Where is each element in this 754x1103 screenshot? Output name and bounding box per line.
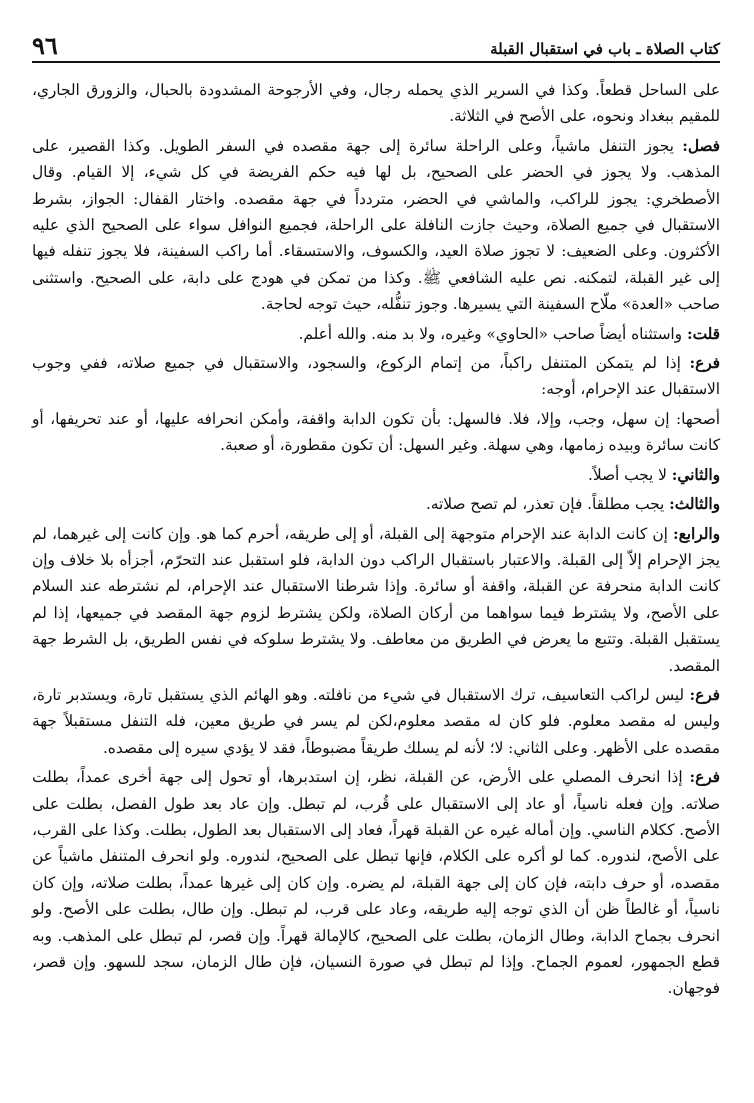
paragraph-third-view	[32, 491, 720, 517]
paragraph-second-view	[32, 462, 720, 488]
paragraph-label: فرع:	[689, 685, 720, 704]
paragraph-far-1	[32, 350, 720, 403]
paragraph-text: إن كانت الدابة عند الإحرام متوجهة إلى القبلة، أو إلى طريقه، أحرم كما هو. وإن كانت إلى غيرهما، لم يجز الإحرام إلاّ إلى القبلة. والاعتبار باستقبال الراكب دون الدابة، فلو استقبل عند التحرّم، أجزأه بلا خلاف وإن كانت الدابة منحرفة عن القبلة، واقفة أو سائرة. وإذا شرطنا الاستقبال عند الإحرام، لم نشترطه عند السلام على الأصح، ولا يشترط فيما سواهما من أركان الصلاة، ولكن يشترط لزوم جهة المقصد في جميعها، إذا لم يستقبل القبلة. وتتبع ما يعرض في الطريق من معاطف. ولا يشترط سلوكه في نفس الطريق، بل الشرط جهة المقصد.	[32, 524, 720, 675]
paragraph-fasl	[32, 133, 720, 318]
paragraph-qultu	[32, 321, 720, 347]
paragraph-label: والرابع:	[672, 524, 720, 543]
paragraph-far-2	[32, 682, 720, 761]
paragraph-label: والثاني:	[671, 465, 720, 484]
running-title: كتاب الصلاة ـ باب في استقبال القبلة	[490, 40, 720, 58]
paragraph-continuation	[32, 77, 720, 130]
paragraph-label: والثالث:	[669, 495, 720, 514]
paragraph-text: إذا انحرف المصلي على الأرض، عن القبلة، نظر، إن استدبرها، أو تحول إلى جهة أخرى عمداً، بطلت صلاته. وإن فعله ناسياً، أو عاد إلى الاستقبال على قُرب، لم تبطل. وإن عاد بعد طول الفصل، بطلت على الأصح. ككلام الناسي. وإن أماله غيره عن القبلة قهراً، فعاد إلى الاستقبال بعد الطول، بطلت. وكذا على القرب، على الأصح، لندوره. كما لو أكره على الكلام، فإنها تبطل على الصحيح، لندوره. ولو انحرف المتنفل ماشياً عن مقصده، أو حرف دابته، فإن كان إلى جهة القبلة، لم يضره. وإن كان إلى غيرها عمداً، بطلت صلاته، وإن كان ناسياً، أو غالطاً ظن أن الذي توجه إليه طريقه، وعاد على قرب، لم تبطل. وإن طال، بطلت على الأصح. ولو انحرف بجماح الدابة، وطال الزمان، بطلت على الصحيح، كالإمالة قهراً. وإن قصر، لم تبطل على المذهب. وبه قطع الجمهور، لعموم الجماح. وإذا لم تبطل في صورة النسيان، فإن طال الزمان، سجد للسهو. وإن قصر، فوجهان.	[32, 768, 720, 998]
page-body	[32, 77, 720, 1002]
paragraph-text: إذا لم يتمكن المتنفل راكباً، من إتمام الركوع، والسجود، والاستقبال في جميع صلاته، ففي وجوب الاستقبال عند الإحرام، أوجه:	[32, 354, 720, 399]
paragraph-text: لا يجب أصلاً.	[588, 465, 667, 484]
paragraph-text: ليس لراكب التعاسيف، ترك الاستقبال في شيء من نافلته. وهو الهائم الذي يستقبل تارة، ويستدبر تارة، وليس له مقصد معلوم. فلو كان له مقصد معلوم،لكن لم يسر في طريق معين، فله التنفل مستقبلاً جهة مقصده على الأظهر. وعلى الثاني: لا؛ لأنه لم يسلك طريقاً مضبوطاً، فقد لا يؤدي سيره إلى مقصده.	[32, 685, 720, 757]
paragraph-text: على الساحل قطعاً. وكذا في السرير الذي يحمله رجال، وفي الأرجوحة المشدودة بالحبال، والزورق الجاري، للمقيم ببغداد ونحوه، على الأصح في الثلاثة.	[32, 81, 720, 126]
paragraph-text: أصحها: إن سهل، وجب، وإلا، فلا. فالسهل: بأن تكون الدابة واقفة، وأمكن انحرافه عليها، أو عند تحريفها، أو كانت سائرة وبيده زمامها، وهي سهلة. وغير السهل: أن تكون مقطورة، أو صعبة.	[32, 409, 720, 455]
paragraph-text: يجوز التنفل ماشياً، وعلى الراحلة سائرة إلى جهة مقصده في السفر الطويل. وكذا القصير، على المذهب. ولا يجوز في الحضر على الصحيح، بل لها فيه حكم الفريضة في كل شيء، إلا القيام. وقال الأصطخري: يجوز للراكب، والماشي في الحضر، متردداً في جهة مقصده. واختار القفال: الجواز، بشرط الاستقبال في جميع الصلاة، وحيث جازت النافلة على الراحلة، فجميع النوافل سواء على الصحيح الذي عليه الأكثرون. وعلى الضعيف: لا تجوز صلاة العيد، والكسوف، والاستسقاء. أما راكب السفينة، فلا يجوز تنفله فيها إلى غير القبلة، لتمكنه. نص عليه الشافعي ﷺ. وكذا من تمكن في هودج على دابة، على الصحيح. واستثنى صاحب «العدة» ملّاح السفينة التي يسيرها. وجوز تنفُّله، حيث توجه لحاجة.	[32, 136, 720, 314]
paragraph-text: واستثناه أيضاً صاحب «الحاوي» وغيره، ولا بد منه. والله أعلم.	[298, 324, 683, 343]
page-number: ٩٦	[32, 31, 58, 60]
page-header	[32, 32, 720, 63]
paragraph-label: فصل:	[682, 136, 720, 155]
paragraph-far-3	[32, 764, 720, 1002]
paragraph-label: فرع:	[689, 354, 720, 373]
paragraph-text: يجب مطلقاً. فإن تعذر، لم تصح صلاته.	[425, 495, 665, 514]
paragraph-label: قلت:	[686, 324, 720, 343]
paragraph-first-view	[32, 406, 720, 459]
paragraph-fourth-view	[32, 521, 720, 679]
paragraph-label: فرع:	[689, 768, 720, 787]
